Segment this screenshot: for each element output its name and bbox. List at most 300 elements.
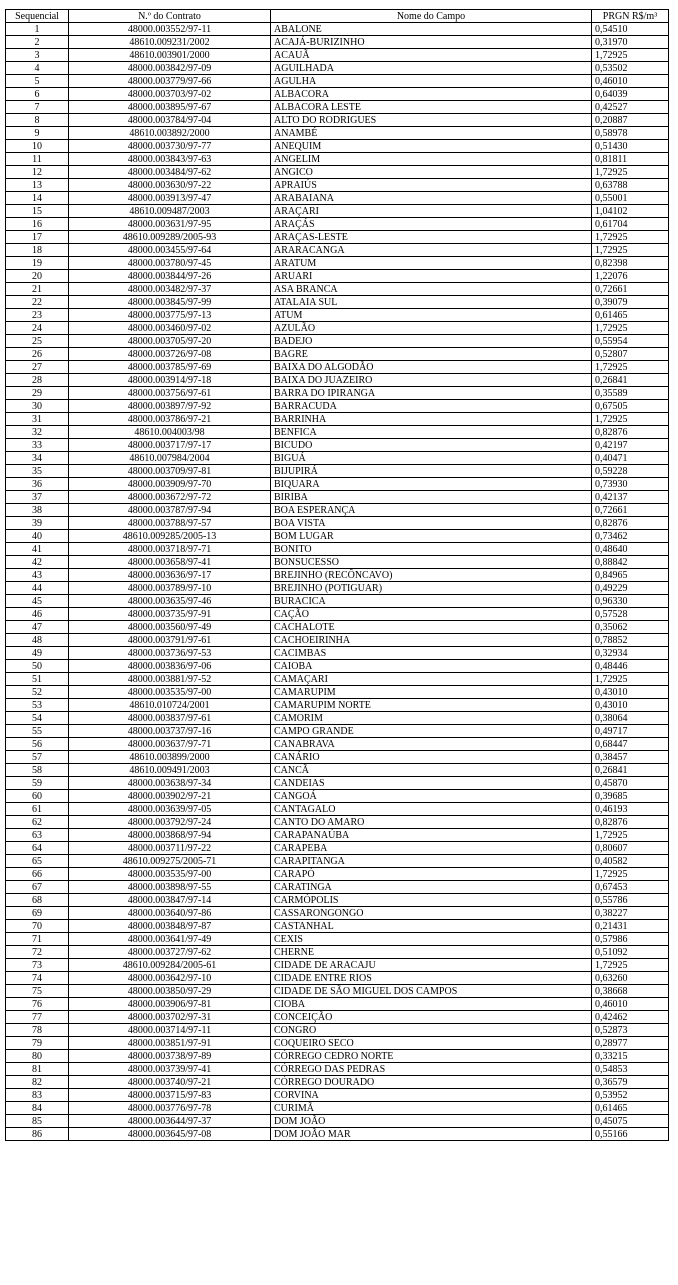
table-row: [6, 439, 669, 452]
field-name-cell: BAIXA DO ALGODÃO: [271, 361, 592, 374]
sequence-cell: 26: [6, 348, 69, 361]
contract-number-cell: 48000.003636/97-17: [69, 569, 271, 582]
table-row: [6, 1063, 669, 1076]
table-row: [6, 985, 669, 998]
prgn-price-cell: 0,42137: [592, 491, 669, 504]
sequence-cell: 28: [6, 374, 69, 387]
prgn-price-cell: 0,38457: [592, 751, 669, 764]
contract-number-cell: 48000.003914/97-18: [69, 374, 271, 387]
contract-number-cell: 48000.003535/97-00: [69, 686, 271, 699]
field-name-cell: BIQUARA: [271, 478, 592, 491]
field-name-cell: CONCEIÇÃO: [271, 1011, 592, 1024]
field-name-cell: AGUILHADA: [271, 62, 592, 75]
table-row: [6, 23, 669, 36]
contract-number-cell: 48000.003735/97-91: [69, 608, 271, 621]
table-row: [6, 1011, 669, 1024]
field-name-cell: ANEQUIM: [271, 140, 592, 153]
field-name-cell: COQUEIRO SECO: [271, 1037, 592, 1050]
table-row: [6, 166, 669, 179]
contract-number-cell: 48000.003779/97-66: [69, 75, 271, 88]
prgn-price-cell: 0,96330: [592, 595, 669, 608]
sequence-cell: 10: [6, 140, 69, 153]
table-row: [6, 426, 669, 439]
contract-number-cell: 48000.003845/97-99: [69, 296, 271, 309]
table-row: [6, 1089, 669, 1102]
contract-number-cell: 48000.003639/97-05: [69, 803, 271, 816]
table-row: [6, 608, 669, 621]
sequence-cell: 83: [6, 1089, 69, 1102]
sequence-cell: 68: [6, 894, 69, 907]
sequence-cell: 50: [6, 660, 69, 673]
prgn-price-cell: 0,88842: [592, 556, 669, 569]
field-name-cell: CAMARUPIM NORTE: [271, 699, 592, 712]
sequence-cell: 70: [6, 920, 69, 933]
prgn-price-cell: 0,68447: [592, 738, 669, 751]
contract-number-cell: 48000.003739/97-41: [69, 1063, 271, 1076]
field-name-cell: CEXIS: [271, 933, 592, 946]
prgn-price-cell: 1,72925: [592, 361, 669, 374]
field-name-cell: ALTO DO RODRIGUES: [271, 114, 592, 127]
field-name-cell: BENFICA: [271, 426, 592, 439]
prgn-price-cell: 0,28977: [592, 1037, 669, 1050]
table-row: [6, 153, 669, 166]
contract-number-cell: 48000.003644/97-37: [69, 1115, 271, 1128]
table-row: [6, 400, 669, 413]
sequence-cell: 78: [6, 1024, 69, 1037]
table-row: [6, 790, 669, 803]
table-row: [6, 452, 669, 465]
contract-number-cell: 48000.003786/97-21: [69, 413, 271, 426]
sequence-cell: 40: [6, 530, 69, 543]
field-name-cell: CANCÃ: [271, 764, 592, 777]
contract-number-cell: 48000.003842/97-09: [69, 62, 271, 75]
table-row: [6, 88, 669, 101]
field-name-cell: ANAMBÉ: [271, 127, 592, 140]
sequence-cell: 22: [6, 296, 69, 309]
table-row: [6, 205, 669, 218]
contract-number-cell: 48000.003906/97-81: [69, 998, 271, 1011]
prgn-price-cell: 0,64039: [592, 88, 669, 101]
contract-number-cell: 48000.003850/97-29: [69, 985, 271, 998]
prgn-price-cell: 0,46010: [592, 998, 669, 1011]
prgn-price-cell: 0,32934: [592, 647, 669, 660]
contract-number-cell: 48000.003736/97-53: [69, 647, 271, 660]
header-prgn-price: PRGN R$/m³: [592, 10, 669, 23]
sequence-cell: 41: [6, 543, 69, 556]
table-row: [6, 322, 669, 335]
contract-number-cell: 48000.003460/97-02: [69, 322, 271, 335]
sequence-cell: 29: [6, 387, 69, 400]
sequence-cell: 24: [6, 322, 69, 335]
contract-number-cell: 48000.003738/97-89: [69, 1050, 271, 1063]
field-name-cell: BURACICA: [271, 595, 592, 608]
sequence-cell: 18: [6, 244, 69, 257]
contract-number-cell: 48610.003892/2000: [69, 127, 271, 140]
prgn-price-cell: 0,40471: [592, 452, 669, 465]
table-row: [6, 114, 669, 127]
table-row: [6, 907, 669, 920]
prgn-price-cell: 0,49717: [592, 725, 669, 738]
sequence-cell: 72: [6, 946, 69, 959]
prgn-price-cell: 0,26841: [592, 764, 669, 777]
table-row: [6, 101, 669, 114]
table-row: [6, 517, 669, 530]
prgn-price-cell: 0,55001: [592, 192, 669, 205]
field-name-cell: ANGICO: [271, 166, 592, 179]
sequence-cell: 84: [6, 1102, 69, 1115]
sequence-cell: 11: [6, 153, 69, 166]
prgn-price-cell: 0,72661: [592, 283, 669, 296]
table-row: [6, 257, 669, 270]
field-name-cell: CANÁRIO: [271, 751, 592, 764]
prgn-price-cell: 0,57986: [592, 933, 669, 946]
sequence-cell: 35: [6, 465, 69, 478]
table-row: [6, 972, 669, 985]
contract-number-cell: 48000.003638/97-34: [69, 777, 271, 790]
table-row: [6, 530, 669, 543]
sequence-cell: 39: [6, 517, 69, 530]
table-row: [6, 660, 669, 673]
prgn-price-cell: 0,46010: [592, 75, 669, 88]
field-name-cell: BONITO: [271, 543, 592, 556]
field-name-cell: CIDADE DE SÃO MIGUEL DOS CAMPOS: [271, 985, 592, 998]
field-name-cell: ACAJÁ-BURIZINHO: [271, 36, 592, 49]
sequence-cell: 54: [6, 712, 69, 725]
field-name-cell: BAIXA DO JUAZEIRO: [271, 374, 592, 387]
contract-number-cell: 48000.003848/97-87: [69, 920, 271, 933]
contract-number-cell: 48000.003640/97-86: [69, 907, 271, 920]
contract-number-cell: 48000.003535/97-00: [69, 868, 271, 881]
table-row: [6, 920, 669, 933]
table-row: [6, 348, 669, 361]
sequence-cell: 86: [6, 1128, 69, 1141]
sequence-cell: 66: [6, 868, 69, 881]
contract-number-cell: 48000.003789/97-10: [69, 582, 271, 595]
contract-number-cell: 48000.003898/97-55: [69, 881, 271, 894]
table-row: [6, 881, 669, 894]
table-row: [6, 816, 669, 829]
field-name-cell: CIOBA: [271, 998, 592, 1011]
table-row: [6, 725, 669, 738]
prgn-price-cell: 0,59228: [592, 465, 669, 478]
contract-number-cell: 48000.003791/97-61: [69, 634, 271, 647]
contract-number-cell: 48000.003730/97-77: [69, 140, 271, 153]
contracts-table: [5, 9, 669, 1141]
sequence-cell: 30: [6, 400, 69, 413]
sequence-cell: 20: [6, 270, 69, 283]
prgn-price-cell: 0,58978: [592, 127, 669, 140]
prgn-price-cell: 1,72925: [592, 413, 669, 426]
field-name-cell: ALBACORA: [271, 88, 592, 101]
field-name-cell: BARRA DO IPIRANGA: [271, 387, 592, 400]
contract-number-cell: 48000.003740/97-21: [69, 1076, 271, 1089]
field-name-cell: CAIOBA: [271, 660, 592, 673]
sequence-cell: 43: [6, 569, 69, 582]
prgn-price-cell: 1,72925: [592, 829, 669, 842]
contract-number-cell: 48000.003836/97-06: [69, 660, 271, 673]
prgn-price-cell: 0,82876: [592, 517, 669, 530]
field-name-cell: AZULÃO: [271, 322, 592, 335]
sequence-cell: 21: [6, 283, 69, 296]
prgn-price-cell: 0,31970: [592, 36, 669, 49]
contract-number-cell: 48000.003714/97-11: [69, 1024, 271, 1037]
table-row: [6, 179, 669, 192]
table-row: [6, 998, 669, 1011]
contract-number-cell: 48000.003727/97-62: [69, 946, 271, 959]
sequence-cell: 5: [6, 75, 69, 88]
field-name-cell: CONGRO: [271, 1024, 592, 1037]
sequence-cell: 75: [6, 985, 69, 998]
prgn-price-cell: 0,57528: [592, 608, 669, 621]
table-row: [6, 803, 669, 816]
prgn-price-cell: 0,49229: [592, 582, 669, 595]
contract-number-cell: 48610.009231/2002: [69, 36, 271, 49]
sequence-cell: 82: [6, 1076, 69, 1089]
sequence-cell: 60: [6, 790, 69, 803]
sequence-cell: 34: [6, 452, 69, 465]
contract-number-cell: 48000.003637/97-71: [69, 738, 271, 751]
contract-number-cell: 48000.003702/97-31: [69, 1011, 271, 1024]
table-row: [6, 699, 669, 712]
sequence-cell: 19: [6, 257, 69, 270]
table-row: [6, 1128, 669, 1141]
table-row: [6, 1050, 669, 1063]
table-row: [6, 777, 669, 790]
field-name-cell: BIRIBA: [271, 491, 592, 504]
prgn-price-cell: 0,54853: [592, 1063, 669, 1076]
sequence-cell: 81: [6, 1063, 69, 1076]
sequence-cell: 71: [6, 933, 69, 946]
sequence-cell: 2: [6, 36, 69, 49]
prgn-price-cell: 0,67505: [592, 400, 669, 413]
field-name-cell: BONSUCESSO: [271, 556, 592, 569]
field-name-cell: CANTO DO AMARO: [271, 816, 592, 829]
field-name-cell: BICUDO: [271, 439, 592, 452]
prgn-price-cell: 1,72925: [592, 166, 669, 179]
field-name-cell: ATUM: [271, 309, 592, 322]
field-name-cell: CÓRREGO CEDRO NORTE: [271, 1050, 592, 1063]
contract-number-cell: 48000.003897/97-92: [69, 400, 271, 413]
prgn-price-cell: 0,36579: [592, 1076, 669, 1089]
field-name-cell: CARAPITANGA: [271, 855, 592, 868]
field-name-cell: ASA BRANCA: [271, 283, 592, 296]
contract-number-cell: 48000.003705/97-20: [69, 335, 271, 348]
field-name-cell: CANGOÁ: [271, 790, 592, 803]
prgn-price-cell: 0,63788: [592, 179, 669, 192]
field-name-cell: CANTAGALO: [271, 803, 592, 816]
sequence-cell: 38: [6, 504, 69, 517]
contract-number-cell: 48000.003645/97-08: [69, 1128, 271, 1141]
table-row: [6, 673, 669, 686]
field-name-cell: ANGELIM: [271, 153, 592, 166]
sequence-cell: 74: [6, 972, 69, 985]
header-contract-number: N.º do Contrato: [69, 10, 271, 23]
sequence-cell: 15: [6, 205, 69, 218]
contract-number-cell: 48000.003776/97-78: [69, 1102, 271, 1115]
field-name-cell: BREJINHO (RECÔNCAVO): [271, 569, 592, 582]
sequence-cell: 12: [6, 166, 69, 179]
contract-number-cell: 48000.003847/97-14: [69, 894, 271, 907]
prgn-price-cell: 0,46193: [592, 803, 669, 816]
table-row: [6, 1037, 669, 1050]
sequence-cell: 80: [6, 1050, 69, 1063]
sequence-cell: 48: [6, 634, 69, 647]
sequence-cell: 51: [6, 673, 69, 686]
field-name-cell: ARAÇARI: [271, 205, 592, 218]
sequence-cell: 73: [6, 959, 69, 972]
field-name-cell: CASTANHAL: [271, 920, 592, 933]
table-row: [6, 218, 669, 231]
prgn-price-cell: 0,26841: [592, 374, 669, 387]
table-row: [6, 946, 669, 959]
prgn-price-cell: 0,80607: [592, 842, 669, 855]
sequence-cell: 8: [6, 114, 69, 127]
header-sequencial: Sequencial: [6, 10, 69, 23]
prgn-price-cell: 0,53952: [592, 1089, 669, 1102]
sequence-cell: 33: [6, 439, 69, 452]
table-row: [6, 1076, 669, 1089]
table-row: [6, 894, 669, 907]
table-row: [6, 751, 669, 764]
sequence-cell: 7: [6, 101, 69, 114]
prgn-price-cell: 0,55166: [592, 1128, 669, 1141]
sequence-cell: 47: [6, 621, 69, 634]
prgn-price-cell: 0,33215: [592, 1050, 669, 1063]
prgn-price-cell: 1,22076: [592, 270, 669, 283]
prgn-price-cell: 0,51430: [592, 140, 669, 153]
contract-number-cell: 48000.003788/97-57: [69, 517, 271, 530]
contract-number-cell: 48000.003630/97-22: [69, 179, 271, 192]
table-row: [6, 855, 669, 868]
sequence-cell: 3: [6, 49, 69, 62]
field-name-cell: CÓRREGO DAS PEDRAS: [271, 1063, 592, 1076]
prgn-price-cell: 0,43010: [592, 686, 669, 699]
contract-number-cell: 48610.004003/98: [69, 426, 271, 439]
prgn-price-cell: 0,39685: [592, 790, 669, 803]
table-row: [6, 634, 669, 647]
contract-number-cell: 48000.003902/97-21: [69, 790, 271, 803]
prgn-price-cell: 0,82398: [592, 257, 669, 270]
sequence-cell: 25: [6, 335, 69, 348]
table-row: [6, 491, 669, 504]
contract-number-cell: 48610.009284/2005-61: [69, 959, 271, 972]
sequence-cell: 6: [6, 88, 69, 101]
field-name-cell: ARAÇÁS: [271, 218, 592, 231]
contract-number-cell: 48000.003631/97-95: [69, 218, 271, 231]
table-row: [6, 309, 669, 322]
contract-number-cell: 48610.009289/2005-93: [69, 231, 271, 244]
prgn-price-cell: 0,43010: [592, 699, 669, 712]
contract-number-cell: 48000.003642/97-10: [69, 972, 271, 985]
prgn-price-cell: 0,55786: [592, 894, 669, 907]
field-name-cell: CACHALOTE: [271, 621, 592, 634]
prgn-price-cell: 0,20887: [592, 114, 669, 127]
sequence-cell: 85: [6, 1115, 69, 1128]
field-name-cell: CARAPÓ: [271, 868, 592, 881]
prgn-price-cell: 0,38064: [592, 712, 669, 725]
table-row: [6, 582, 669, 595]
table-row: [6, 270, 669, 283]
table-row: [6, 75, 669, 88]
table-row: [6, 829, 669, 842]
prgn-price-cell: 0,81811: [592, 153, 669, 166]
field-name-cell: AGULHA: [271, 75, 592, 88]
table-row: [6, 959, 669, 972]
field-name-cell: BARRINHA: [271, 413, 592, 426]
sequence-cell: 27: [6, 361, 69, 374]
prgn-price-cell: 0,51092: [592, 946, 669, 959]
prgn-price-cell: 1,72925: [592, 244, 669, 257]
contract-number-cell: 48000.003787/97-94: [69, 504, 271, 517]
table-row: [6, 413, 669, 426]
contract-number-cell: 48000.003756/97-61: [69, 387, 271, 400]
contract-number-cell: 48000.003895/97-67: [69, 101, 271, 114]
field-name-cell: ARUARI: [271, 270, 592, 283]
contract-number-cell: 48000.003709/97-81: [69, 465, 271, 478]
prgn-price-cell: 0,55954: [592, 335, 669, 348]
prgn-price-cell: 0,35589: [592, 387, 669, 400]
field-name-cell: BREJINHO (POTIGUAR): [271, 582, 592, 595]
field-name-cell: ALBACORA LESTE: [271, 101, 592, 114]
field-name-cell: CURIMÃ: [271, 1102, 592, 1115]
prgn-price-cell: 0,52807: [592, 348, 669, 361]
table-row: [6, 36, 669, 49]
table-row: [6, 686, 669, 699]
field-name-cell: ARABAIANA: [271, 192, 592, 205]
table-row: [6, 842, 669, 855]
table-row: [6, 387, 669, 400]
sequence-cell: 53: [6, 699, 69, 712]
prgn-price-cell: 1,72925: [592, 959, 669, 972]
contract-number-cell: 48000.003482/97-37: [69, 283, 271, 296]
field-name-cell: BAGRE: [271, 348, 592, 361]
table-row: [6, 543, 669, 556]
table-row: [6, 62, 669, 75]
prgn-price-cell: 0,48640: [592, 543, 669, 556]
sequence-cell: 52: [6, 686, 69, 699]
prgn-price-cell: 1,04102: [592, 205, 669, 218]
prgn-price-cell: 0,73462: [592, 530, 669, 543]
prgn-price-cell: 0,45870: [592, 777, 669, 790]
table-row: [6, 1115, 669, 1128]
contract-number-cell: 48000.003784/97-04: [69, 114, 271, 127]
contract-number-cell: 48000.003785/97-69: [69, 361, 271, 374]
sequence-cell: 64: [6, 842, 69, 855]
field-name-cell: ARAÇAS-LESTE: [271, 231, 592, 244]
table-row: [6, 127, 669, 140]
sequence-cell: 13: [6, 179, 69, 192]
contract-number-cell: 48610.003899/2000: [69, 751, 271, 764]
sequence-cell: 46: [6, 608, 69, 621]
contract-number-cell: 48000.003635/97-46: [69, 595, 271, 608]
contract-number-cell: 48000.003775/97-13: [69, 309, 271, 322]
field-name-cell: BOM LUGAR: [271, 530, 592, 543]
field-name-cell: CORVINA: [271, 1089, 592, 1102]
field-name-cell: BARRACUDA: [271, 400, 592, 413]
prgn-price-cell: 0,61465: [592, 1102, 669, 1115]
table-row: [6, 569, 669, 582]
table-row: [6, 231, 669, 244]
prgn-price-cell: 1,72925: [592, 673, 669, 686]
prgn-price-cell: 0,42197: [592, 439, 669, 452]
table-row: [6, 478, 669, 491]
field-name-cell: BOA ESPERANÇA: [271, 504, 592, 517]
table-row: [6, 595, 669, 608]
contract-number-cell: 48000.003837/97-61: [69, 712, 271, 725]
contract-number-cell: 48000.003737/97-16: [69, 725, 271, 738]
sequence-cell: 77: [6, 1011, 69, 1024]
sequence-cell: 79: [6, 1037, 69, 1050]
